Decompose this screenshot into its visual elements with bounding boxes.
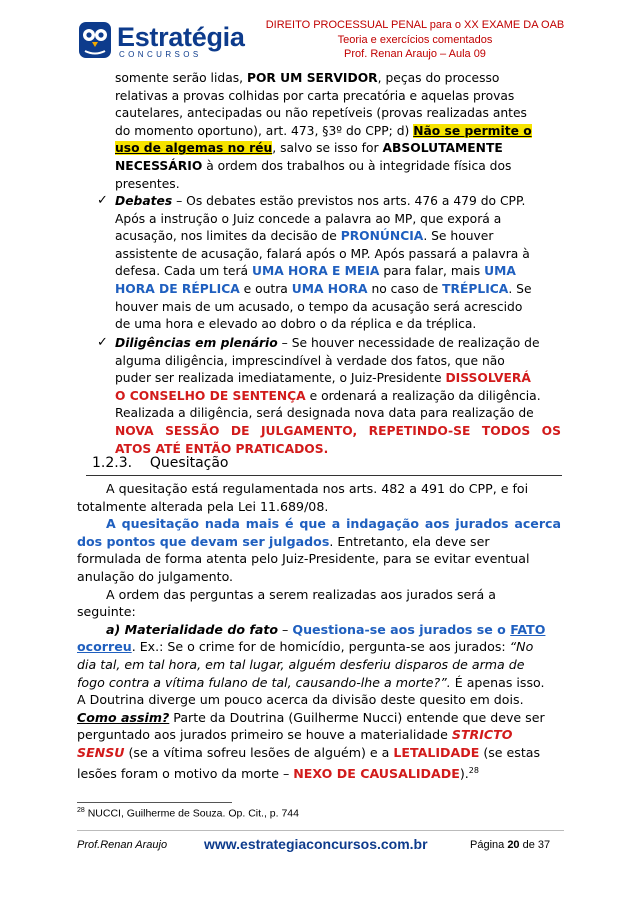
text-span: perguntado aos jurados primeiro se houve a materialidade: [77, 727, 452, 743]
italic-span: “No: [509, 639, 534, 655]
text-line: [115, 370, 561, 388]
blue-span: UMA HORA E MEIA: [251, 264, 380, 279]
checkmark-icon: ✓: [97, 193, 108, 208]
text-span: acusação, nos limites da decisão de: [115, 229, 341, 244]
text-span: e ordenará a realização da diligência.: [305, 388, 541, 403]
text-line: [77, 621, 561, 639]
red-span: NEXO DE CAUSALIDADE: [293, 765, 460, 781]
footnote-text: NUCCI, Guilherme de Souza. Op. Cit., p. 744: [84, 807, 299, 820]
red-span: STRICTO: [451, 727, 513, 743]
bold-span: ABSOLUTAMENTE: [382, 141, 503, 156]
footnote-number: 28: [77, 807, 85, 814]
checkmark-icon: ✓: [97, 335, 108, 350]
text-line: totalmente alterada pela Lei 11.689/08.: [77, 498, 329, 514]
text-span: Parte da Doutrina (Guilherme Nucci) entende que deve ser: [169, 709, 545, 725]
footnote-ref[interactable]: 28: [468, 765, 479, 775]
debates-paragraph: [115, 193, 561, 334]
estrategia-logo: [77, 20, 247, 64]
text-span: somente serão lidas,: [115, 71, 247, 85]
text-line: [115, 263, 561, 281]
text-line: A quesitação está regulamentada nos arts. 482 a 491 do CPP, e foi: [106, 481, 529, 496]
blue-span: HORA DE RÉPLICA: [115, 281, 240, 296]
bullet-title: Diligências em plenário: [115, 336, 278, 350]
text-line: [77, 744, 561, 762]
text-line: [77, 515, 561, 533]
page-total: 37: [537, 839, 551, 851]
text-span: do momento oportuno), art. 473, §3º do CPP; d): [115, 123, 414, 138]
blue-span: PRONÚNCIA: [340, 229, 424, 244]
text-line: [115, 70, 561, 88]
footnote: [77, 807, 299, 820]
page-header: [250, 18, 580, 62]
text-line: [115, 281, 561, 299]
text-line: [77, 533, 561, 551]
body-paragraphs: [77, 480, 561, 782]
text-span: para falar, mais: [379, 264, 485, 279]
text-span: puder ser realizada imediatamente, o Juiz-Presidente: [115, 371, 446, 386]
text-span: É apenas isso.: [450, 674, 545, 690]
blue-span: UMA: [484, 264, 516, 279]
red-span: SENSU: [77, 744, 125, 760]
text-span: defesa. Cada um terá: [115, 264, 252, 279]
text-line: [77, 656, 561, 674]
header-subtitle: Teoria e exercícios comentados: [337, 33, 493, 46]
page-label: Página: [470, 839, 508, 851]
text-line: houver mais de um acusado, o tempo da acusação será acrescido: [115, 299, 523, 314]
footer-divider: [77, 830, 564, 831]
text-line: [77, 638, 561, 656]
section-number: 1.2.3.: [92, 455, 133, 471]
owl-icon: [77, 20, 113, 60]
blue-span: UMA HORA: [291, 281, 368, 296]
italic-span: fogo contra a vítima fulano de tal, causando-lhe a morte?”.: [77, 674, 451, 690]
text-line: ATOS ATÉ ENTÃO PRATICADOS.: [115, 441, 329, 456]
text-span: ).: [459, 765, 469, 781]
bold-span: NECESSÁRIO: [115, 158, 203, 173]
text-line: presentes.: [115, 176, 180, 191]
text-line: relativas a provas colhidas por carta precatória e aquelas provas: [115, 88, 515, 103]
red-span: DISSOLVERÁ: [445, 371, 531, 386]
logo-subtitle: CONCURSOS: [119, 50, 202, 59]
blue-span: FATO: [510, 621, 546, 637]
footer-author: Prof.Renan Araujo: [77, 839, 168, 851]
text-line: [115, 158, 561, 176]
blue-span: TRÉPLICA: [442, 281, 509, 296]
highlighted-span: Não se permite o: [413, 123, 532, 138]
text-line: NOVA SESSÃO DE JULGAMENTO, REPETINDO-SE TODOS OS: [115, 423, 561, 438]
blue-span: ocorreu: [77, 639, 132, 655]
text-span: . Se: [508, 281, 532, 296]
text-line: Realizada a diligência, será designada nova data para realização de: [115, 406, 534, 421]
text-line: A ordem das perguntas a serem realizadas aos jurados será a: [106, 586, 496, 602]
text-line: [115, 140, 561, 158]
text-line: [77, 762, 561, 783]
text-span: e outra: [239, 281, 292, 296]
blue-span: Questiona-se aos jurados se o: [292, 621, 511, 637]
text-span: lesões foram o motivo da morte –: [77, 765, 294, 781]
header-course-title: DIREITO PROCESSUAL PENAL para o XX EXAME DA OAB: [265, 19, 565, 31]
text-span: (se estas: [479, 744, 541, 760]
logo-name: Estratégia: [117, 22, 245, 52]
text-line: [115, 228, 561, 246]
text-line: A Doutrina diverge um pouco acerca da divisão deste quesito em dois.: [77, 692, 524, 708]
text-line: cautelares, antecipadas ou não repetíveis (provas realizadas antes: [115, 106, 527, 121]
text-span: (se a vítima sofreu lesões de alguém) e a: [124, 744, 394, 760]
text-line: [115, 193, 561, 211]
text-line: seguinte:: [77, 604, 136, 620]
text-line: [77, 709, 561, 727]
footnote-divider: [77, 802, 232, 803]
continuation-paragraph: [115, 70, 561, 193]
footer-website-link[interactable]: www.estrategiaconcursos.com.br: [204, 836, 428, 852]
item-title: Como assim?: [77, 709, 170, 725]
text-line: anulação do julgamento.: [77, 568, 234, 584]
text-span: – Se houver necessidade de realização de: [277, 336, 540, 350]
section-divider: [86, 475, 562, 476]
red-span: O CONSELHO DE SENTENÇA: [115, 388, 306, 403]
text-line: formulada de forma atenta pelo Juiz-Presidente, para se evitar eventual: [77, 551, 530, 567]
footer-page-number: [470, 839, 550, 851]
item-title: a) Materialidade do fato: [106, 621, 279, 637]
blue-span: A quesitação nada mais é que a indagação aos jurados acerca: [106, 516, 561, 532]
diligencias-paragraph: [115, 335, 561, 458]
text-span: , salvo se isso for: [272, 141, 383, 156]
text-line: [115, 388, 561, 406]
text-line: [115, 123, 561, 141]
highlighted-span: uso de algemas no réu: [115, 141, 273, 156]
header-lesson: Prof. Renan Araujo – Aula 09: [344, 48, 486, 60]
text-line: Após a instrução o Juiz concede a palavra ao MP, que exporá a: [115, 211, 502, 226]
text-span: – Os debates estão previstos nos arts. 476 a 479 do CPP.: [172, 194, 526, 208]
text-span: , peças do processo: [377, 71, 500, 85]
text-span: . Se houver: [423, 229, 494, 244]
text-span: . Entretanto, ela deve ser: [329, 533, 490, 549]
text-span: no caso de: [367, 281, 443, 296]
red-span: LETALIDADE: [393, 744, 480, 760]
text-span: . Ex.: Se o crime for de homicídio, pergunta-se aos jurados:: [131, 639, 510, 655]
section-title: Quesitação: [149, 455, 229, 471]
bold-span: POR UM SERVIDOR: [246, 71, 378, 85]
text-line: [115, 335, 561, 353]
text-line: [77, 726, 561, 744]
text-line: assistente de acusação, falará após o MP. Após passará a palavra à: [115, 246, 530, 261]
text-line: [77, 674, 561, 692]
blue-span: dos pontos que devam ser julgados: [77, 533, 330, 549]
bullet-title: Debates: [115, 194, 173, 208]
page-current: 20: [507, 839, 520, 851]
section-heading: [92, 455, 229, 471]
text-span: à ordem dos trabalhos ou à integridade física dos: [202, 158, 512, 173]
italic-span: dia tal, em tal hora, em tal lugar, alguém desferiu disparos de arma de: [77, 656, 525, 672]
text-line: de uma hora e elevado ao dobro o da réplica e da tréplica.: [115, 317, 477, 332]
text-line: alguma diligência, imprescindível à verdade dos fatos, que não: [115, 353, 505, 368]
page-of: de: [519, 839, 538, 851]
text-span: –: [278, 621, 293, 637]
